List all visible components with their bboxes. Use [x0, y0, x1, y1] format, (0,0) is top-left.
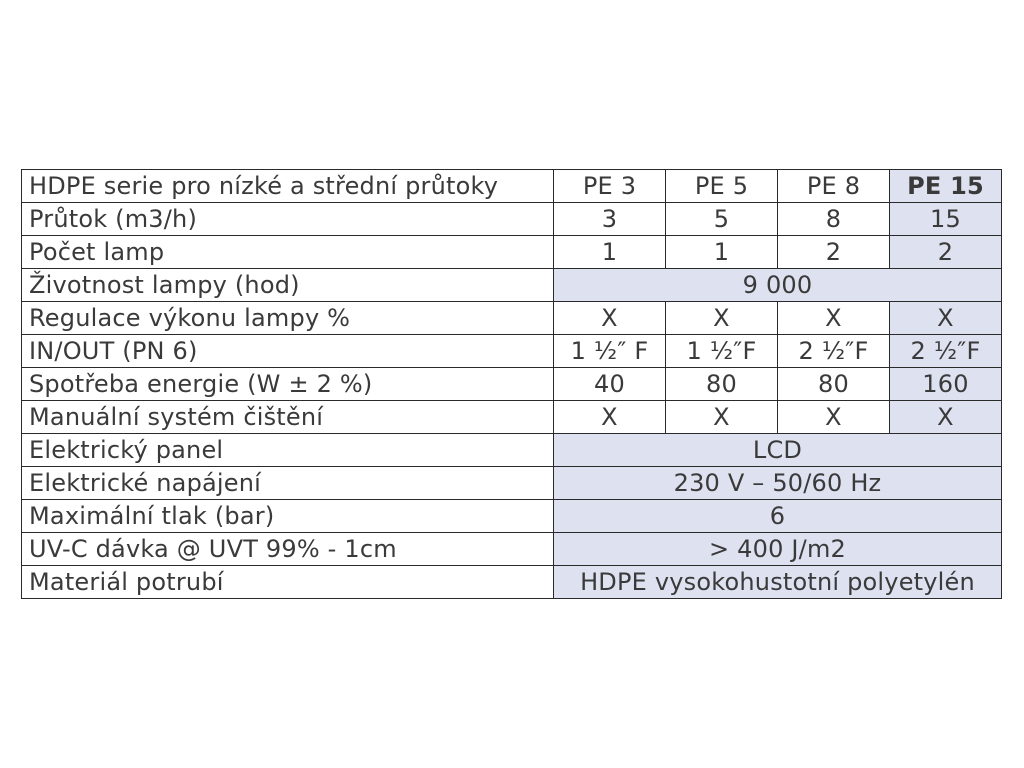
- model-header: PE 5: [666, 170, 778, 203]
- table-row: [22, 533, 1002, 566]
- cell-value-highlighted: 160: [890, 368, 1002, 401]
- cell-value: 2: [778, 236, 890, 269]
- merged-cell-value: LCD: [554, 434, 1002, 467]
- cell-value: 1: [666, 236, 778, 269]
- cell-value: 80: [778, 368, 890, 401]
- cell-value: 3: [554, 203, 666, 236]
- row-label: Životnost lampy (hod): [22, 269, 554, 302]
- merged-cell-value: 230 V – 50/60 Hz: [554, 467, 1002, 500]
- table-row: [22, 401, 1002, 434]
- table-row: [22, 434, 1002, 467]
- cell-value: X: [666, 401, 778, 434]
- series-title: HDPE serie pro nízké a střední průtoky: [22, 170, 554, 203]
- table-row: [22, 500, 1002, 533]
- table-row: [22, 203, 1002, 236]
- model-header: PE 8: [778, 170, 890, 203]
- table-row: [22, 368, 1002, 401]
- cell-value: X: [778, 401, 890, 434]
- cell-value-highlighted: 2 ½″F: [890, 335, 1002, 368]
- cell-value: 1: [554, 236, 666, 269]
- row-label: Elektrický panel: [22, 434, 554, 467]
- row-label: Počet lamp: [22, 236, 554, 269]
- cell-value: 1 ½″F: [666, 335, 778, 368]
- model-header-highlighted: PE 15: [890, 170, 1002, 203]
- row-label: UV-C dávka @ UVT 99% - 1cm: [22, 533, 554, 566]
- cell-value-highlighted: 2: [890, 236, 1002, 269]
- cell-value: X: [666, 302, 778, 335]
- cell-value: 8: [778, 203, 890, 236]
- cell-value: 1 ½″ F: [554, 335, 666, 368]
- cell-value: X: [554, 401, 666, 434]
- row-label: Elektrické napájení: [22, 467, 554, 500]
- cell-value-highlighted: X: [890, 401, 1002, 434]
- cell-value-highlighted: X: [890, 302, 1002, 335]
- cell-value: 2 ½″F: [778, 335, 890, 368]
- table-header-row: [22, 170, 1002, 203]
- cell-value-highlighted: 15: [890, 203, 1002, 236]
- row-label: Spotřeba energie (W ± 2 %): [22, 368, 554, 401]
- merged-cell-value: 9 000: [554, 269, 1002, 302]
- spec-table: [21, 169, 1002, 599]
- cell-value: 80: [666, 368, 778, 401]
- merged-cell-value: HDPE vysokohustotní polyetylén: [554, 566, 1002, 599]
- merged-cell-value: 6: [554, 500, 1002, 533]
- model-header: PE 3: [554, 170, 666, 203]
- row-label: Manuální systém čištění: [22, 401, 554, 434]
- table-row: [22, 302, 1002, 335]
- cell-value: X: [554, 302, 666, 335]
- merged-cell-value: > 400 J/m2: [554, 533, 1002, 566]
- cell-value: X: [778, 302, 890, 335]
- row-label: Průtok (m3/h): [22, 203, 554, 236]
- row-label: Regulace výkonu lampy %: [22, 302, 554, 335]
- table-row: [22, 236, 1002, 269]
- table-row: [22, 269, 1002, 302]
- cell-value: 5: [666, 203, 778, 236]
- table-row: [22, 335, 1002, 368]
- row-label: Materiál potrubí: [22, 566, 554, 599]
- row-label: Maximální tlak (bar): [22, 500, 554, 533]
- cell-value: 40: [554, 368, 666, 401]
- table-row: [22, 467, 1002, 500]
- table-row: [22, 566, 1002, 599]
- row-label: IN/OUT (PN 6): [22, 335, 554, 368]
